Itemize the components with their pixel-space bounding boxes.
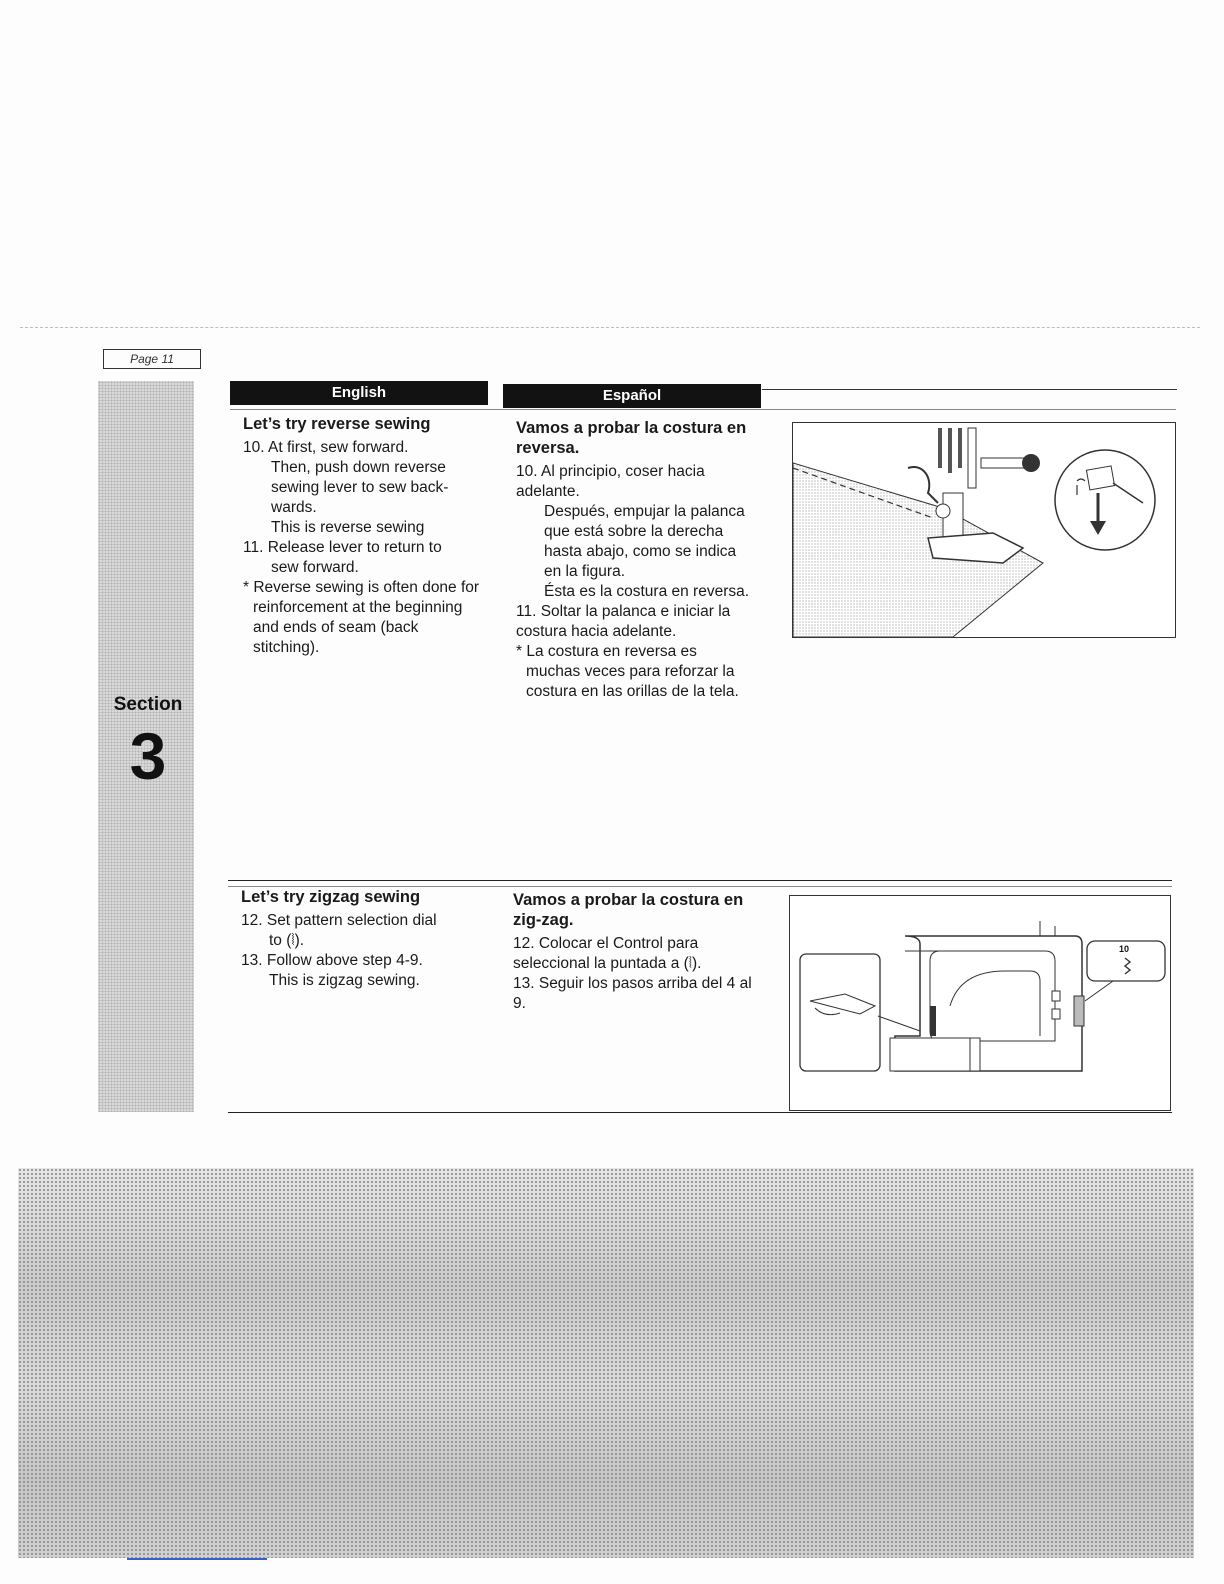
zigzag-english-column bbox=[241, 887, 486, 991]
reverse-en-step11-detail: sew forward. bbox=[271, 559, 359, 576]
footer-link-line bbox=[127, 1558, 267, 1560]
header-rule bbox=[762, 389, 1177, 390]
spanish-header: Español bbox=[503, 384, 761, 408]
zigzag-en-step13-detail: This is zigzag sewing. bbox=[269, 972, 420, 989]
section-number: 3 bbox=[129, 719, 167, 793]
zigzag-es-title: Vamos a probar la costura en zig-zag. bbox=[513, 891, 744, 929]
reverse-en-note: * Reverse sewing is often done for reinforcement at the beginning and ends of seam (back stitching). bbox=[243, 579, 480, 656]
zigzag-sewing-figure bbox=[789, 895, 1171, 1111]
zigzag-spanish-column bbox=[513, 890, 753, 1014]
page-number-label: Page 11 bbox=[103, 349, 201, 369]
reverse-es-title: Vamos a probar la costura en reversa. bbox=[516, 419, 747, 457]
zigzag-en-title: Let’s try zigzag sewing bbox=[241, 888, 421, 906]
section-label: Section bbox=[113, 694, 183, 715]
sewing-machine-illustration-icon bbox=[790, 896, 1170, 1110]
zigzag-es-step12: 12. Colocar el Control para seleccional la puntada a (⦚). bbox=[513, 935, 702, 972]
zigzag-en-step12-detail: to (⦚). bbox=[269, 932, 305, 949]
reverse-en-step11: 11. Release lever to return to bbox=[243, 539, 442, 556]
reverse-en-step10-detail: Then, push down reverse sewing lever to sew back-wards. bbox=[271, 459, 449, 516]
bottom-rule bbox=[228, 1112, 1172, 1113]
scan-noise-area bbox=[18, 1168, 1194, 1558]
reverse-es-note: * La costura en reversa es muchas veces para reforzar la costura en las orillas de la tela. bbox=[516, 643, 739, 700]
reverse-es-step11: 11. Soltar la palanca e iniciar la costura hacia adelante. bbox=[516, 603, 731, 640]
reverse-english-column bbox=[243, 414, 483, 658]
reverse-es-step10: 10. Al principio, coser hacia adelante. bbox=[516, 463, 705, 500]
zigzag-en-step12: 12. Set pattern selection dial bbox=[241, 912, 437, 929]
header-rule-lower bbox=[230, 409, 1176, 410]
section-divider bbox=[228, 880, 1172, 881]
zigzag-en-step13: 13. Follow above step 4-9. bbox=[241, 952, 423, 969]
zigzag-es-step13: 13. Seguir los pasos arriba del 4 al 9. bbox=[513, 975, 752, 1012]
reverse-en-title: Let’s try reverse sewing bbox=[243, 415, 431, 433]
dial-number-label: 10 bbox=[1119, 944, 1130, 954]
reverse-en-step10: 10. At first, sew forward. bbox=[243, 439, 409, 456]
reverse-spanish-column bbox=[516, 418, 754, 702]
reverse-en-step10-result: This is reverse sewing bbox=[271, 519, 425, 536]
english-header: English bbox=[230, 381, 488, 405]
reverse-es-step10-result: Ésta es la costura en reversa. bbox=[544, 583, 750, 600]
reverse-sewing-figure bbox=[792, 422, 1176, 638]
scan-edge-line bbox=[20, 327, 1200, 328]
reverse-es-step10-detail: Después, empujar la palanca que está sobre la derecha hasta abajo, como se indica en la figura. bbox=[544, 503, 745, 580]
sewing-foot-illustration-icon bbox=[793, 423, 1175, 637]
